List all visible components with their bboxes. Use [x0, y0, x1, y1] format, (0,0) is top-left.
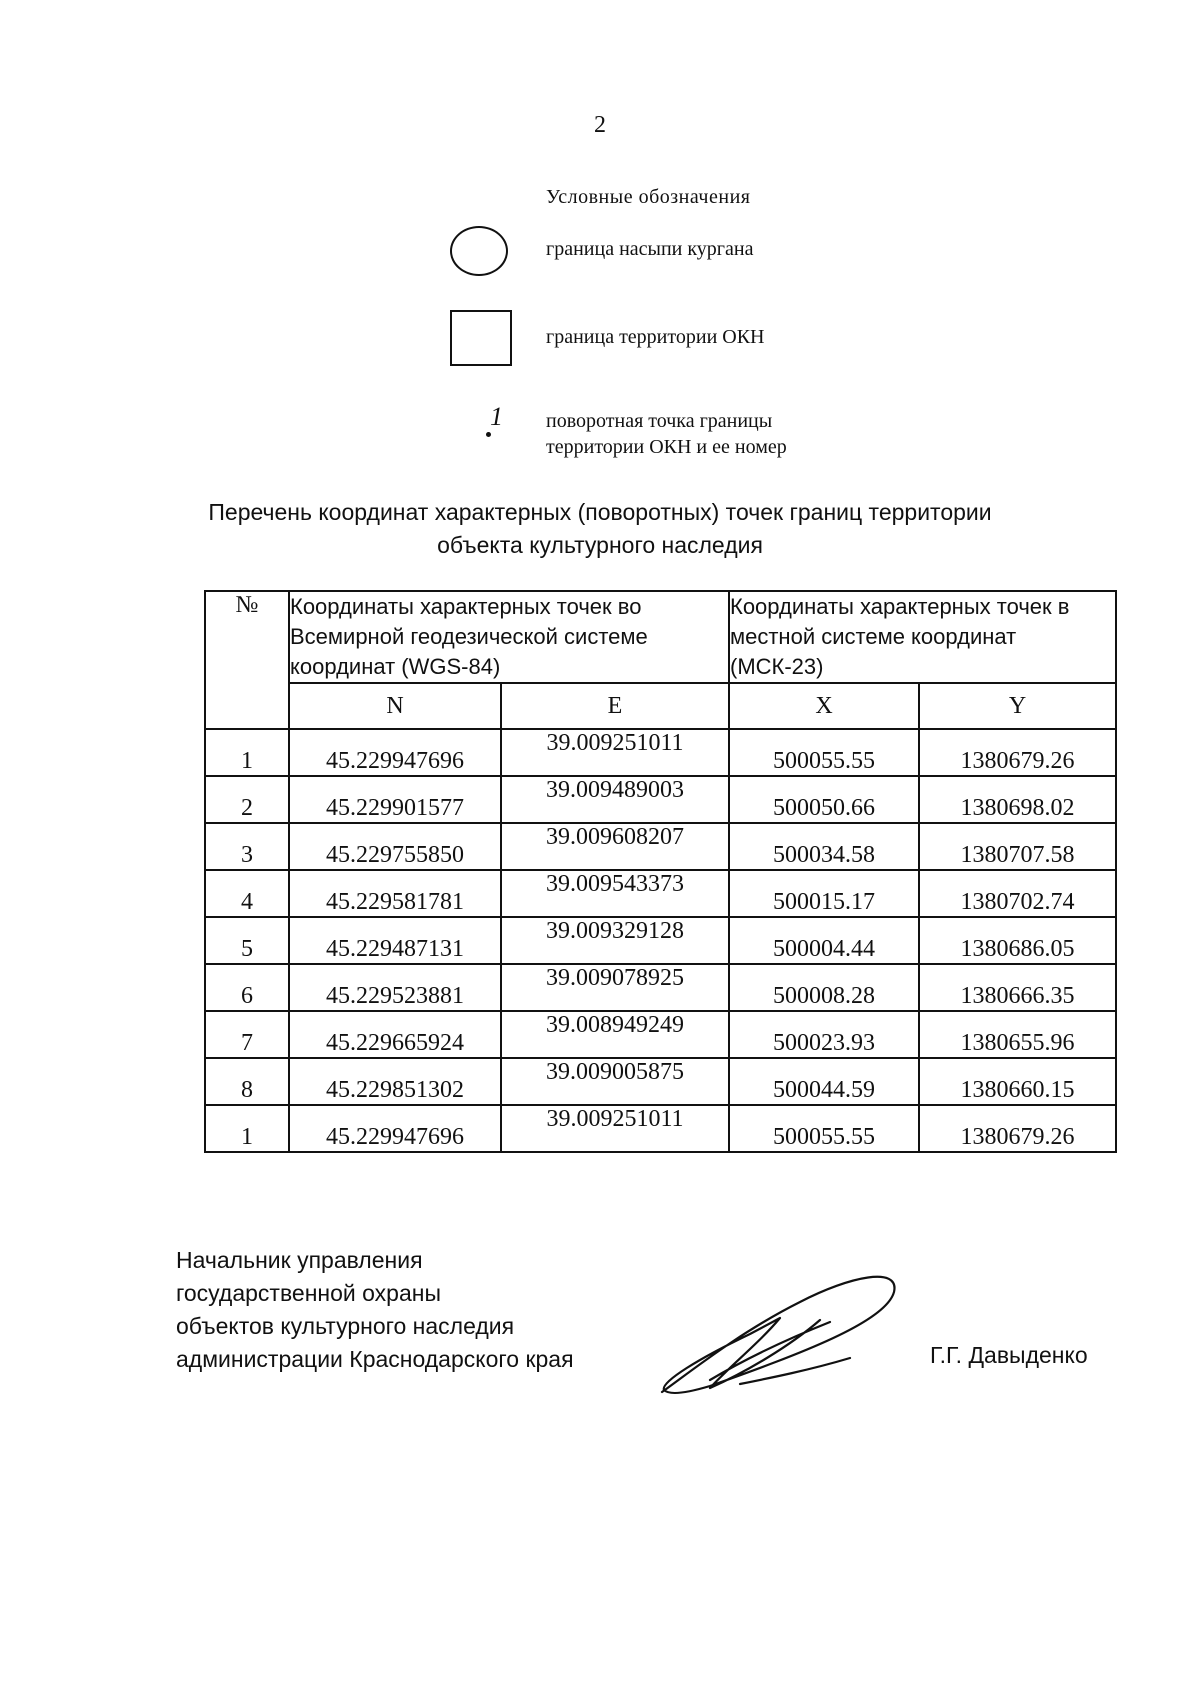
table-row: [205, 729, 1116, 776]
cell-x: 500023.93: [729, 1011, 919, 1058]
table-row: [205, 1105, 1116, 1152]
table-row: [205, 776, 1116, 823]
cell-x: 500008.28: [729, 964, 919, 1011]
legend-title: Условные обозначения: [546, 186, 751, 208]
cell-y: 1380686.05: [919, 917, 1116, 964]
section-title: [150, 496, 1050, 562]
header-n: N: [289, 683, 501, 729]
header-e: E: [501, 683, 729, 729]
legend-label-turning-point: [546, 408, 787, 460]
cell-e: 39.009005875: [501, 1058, 729, 1105]
cell-n: 45.229665924: [289, 1011, 501, 1058]
cell-n: 45.229581781: [289, 870, 501, 917]
cell-x: 500055.55: [729, 729, 919, 776]
table-row: [205, 823, 1116, 870]
header-number: №: [205, 591, 289, 729]
cell-y: 1380660.15: [919, 1058, 1116, 1105]
cell-n: 45.229487131: [289, 917, 501, 964]
header-wgs84: Координаты характерных точек во Всемирной геодезической системе координат (WGS-84): [289, 591, 729, 683]
signatory-title: [176, 1244, 574, 1376]
point-dot-icon: [486, 432, 491, 437]
cell-n: 45.229523881: [289, 964, 501, 1011]
signatory-title-line4: администрации Краснодарского края: [176, 1346, 574, 1372]
cell-number: 1: [205, 729, 289, 776]
cell-x: 500050.66: [729, 776, 919, 823]
circle-symbol-icon: [450, 226, 508, 276]
signatory-title-line1: Начальник управления: [176, 1247, 423, 1273]
table-row: [205, 917, 1116, 964]
header-x: X: [729, 683, 919, 729]
table-row: [205, 964, 1116, 1011]
cell-number: 4: [205, 870, 289, 917]
legend-label-territory: граница территории ОКН: [546, 326, 765, 348]
cell-y: 1380702.74: [919, 870, 1116, 917]
cell-number: 7: [205, 1011, 289, 1058]
cell-e: 39.009329128: [501, 917, 729, 964]
cell-x: 500055.55: [729, 1105, 919, 1152]
cell-e: 39.009078925: [501, 964, 729, 1011]
cell-x: 500044.59: [729, 1058, 919, 1105]
header-y: Y: [919, 683, 1116, 729]
cell-n: 45.229755850: [289, 823, 501, 870]
cell-y: 1380666.35: [919, 964, 1116, 1011]
table-row: [205, 1058, 1116, 1105]
cell-e: 39.009608207: [501, 823, 729, 870]
handwritten-signature-icon: [650, 1262, 910, 1402]
turning-point-number: 1: [490, 402, 503, 431]
cell-e: 39.009543373: [501, 870, 729, 917]
cell-n: 45.229901577: [289, 776, 501, 823]
cell-number: 3: [205, 823, 289, 870]
coordinates-table: [204, 590, 1117, 1153]
section-title-line1: Перечень координат характерных (поворотных) точек границ территории: [208, 499, 992, 525]
cell-y: 1380655.96: [919, 1011, 1116, 1058]
cell-e: 39.009251011: [501, 1105, 729, 1152]
signer-name: Г.Г. Давыденко: [930, 1342, 1088, 1368]
cell-y: 1380707.58: [919, 823, 1116, 870]
section-title-line2: объекта культурного наследия: [437, 532, 763, 558]
page-number: 2: [594, 112, 606, 138]
cell-n: 45.229851302: [289, 1058, 501, 1105]
legend-label-turning-point-line1: поворотная точка границы: [546, 410, 773, 432]
header-msk23: Координаты характерных точек в местной системе координат (МСК-23): [729, 591, 1116, 683]
cell-e: 39.009251011: [501, 729, 729, 776]
cell-number: 2: [205, 776, 289, 823]
cell-number: 6: [205, 964, 289, 1011]
cell-x: 500034.58: [729, 823, 919, 870]
square-symbol-icon: [450, 310, 512, 366]
cell-x: 500004.44: [729, 917, 919, 964]
legend-label-turning-point-line2: территории ОКН и ее номер: [546, 436, 787, 458]
table-row: [205, 1011, 1116, 1058]
cell-number: 1: [205, 1105, 289, 1152]
cell-n: 45.229947696: [289, 729, 501, 776]
cell-n: 45.229947696: [289, 1105, 501, 1152]
cell-number: 8: [205, 1058, 289, 1105]
legend-label-mound: граница насыпи кургана: [546, 238, 754, 260]
signatory-title-line2: государственной охраны: [176, 1280, 441, 1306]
signatory-title-line3: объектов культурного наследия: [176, 1313, 515, 1339]
cell-y: 1380679.26: [919, 1105, 1116, 1152]
cell-e: 39.009489003: [501, 776, 729, 823]
cell-y: 1380679.26: [919, 729, 1116, 776]
cell-y: 1380698.02: [919, 776, 1116, 823]
table-row: [205, 870, 1116, 917]
cell-x: 500015.17: [729, 870, 919, 917]
cell-number: 5: [205, 917, 289, 964]
cell-e: 39.008949249: [501, 1011, 729, 1058]
